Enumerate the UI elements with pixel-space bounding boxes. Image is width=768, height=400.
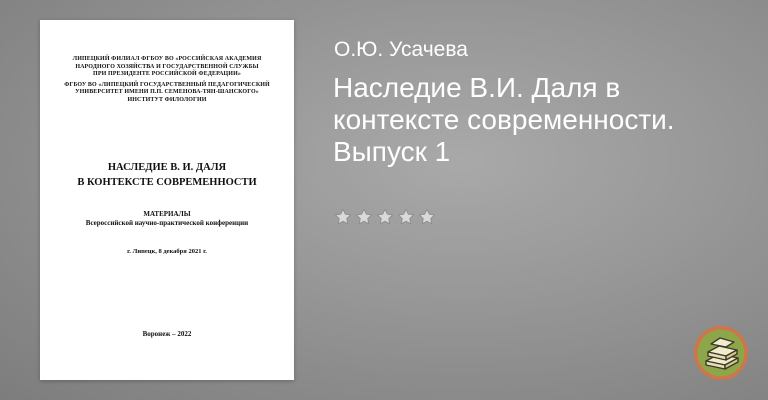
cover-materials-heading: МАТЕРИАЛЫ <box>143 210 191 218</box>
book-stack-icon[interactable] <box>693 325 749 381</box>
star-icon <box>376 208 394 226</box>
cover-materials-subtitle: Всероссийской научно-практической конференции <box>85 219 249 227</box>
cover-affiliation-line: ЛИПЕЦКИЙ ФИЛИАЛ ФГБОУ ВО «РОССИЙСКАЯ АКАДЕМИЯ <box>72 56 262 62</box>
cover-affiliation-line: ФГБОУ ВО «ЛИПЕЦКИЙ ГОСУДАРСТВЕННЫЙ ПЕДАГОГИЧЕСКИЙ <box>64 81 270 88</box>
cover-title-line: НАСЛЕДИЕ В. И. ДАЛЯ <box>107 162 227 173</box>
cover-affiliation-line: УНИВЕРСИТЕТ ИМЕНИ П.П. СЕМЕНОВА-ТЯН-ШАНСКОГО» <box>75 89 259 96</box>
book-cover[interactable] <box>40 20 294 380</box>
star-icon <box>334 208 352 226</box>
star-icon <box>397 208 415 226</box>
cover-affiliation-line: НАРОДНОГО ХОЗЯЙСТВА И ГОСУДАРСТВЕННОЙ СЛУЖБЫ <box>75 63 259 70</box>
cover-title-line: В КОНТЕКСТЕ СОВРЕМЕННОСТИ <box>77 177 257 188</box>
cover-city-year: Воронеж – 2022 <box>142 330 192 338</box>
cover-affiliations <box>60 56 274 105</box>
cover-affiliation-line: ПРИ ПРЕЗИДЕНТЕ РОССИЙСКОЙ ФЕДЕРАЦИИ» <box>93 71 241 78</box>
cover-affiliation-line: ИНСТИТУТ ФИЛОЛОГИИ <box>127 96 207 103</box>
book-author[interactable]: О.Ю. Усачева <box>334 38 468 61</box>
cover-title <box>50 160 284 190</box>
cover-place-date: г. Липецк, 8 декабря 2021 г. <box>127 248 207 255</box>
star-icon <box>418 208 436 226</box>
rating-stars <box>334 208 436 226</box>
star-icon <box>355 208 373 226</box>
book-title[interactable]: Наследие В.И. Даля в контексте современности. Выпуск 1 <box>333 72 675 167</box>
cover-materials <box>50 210 284 228</box>
